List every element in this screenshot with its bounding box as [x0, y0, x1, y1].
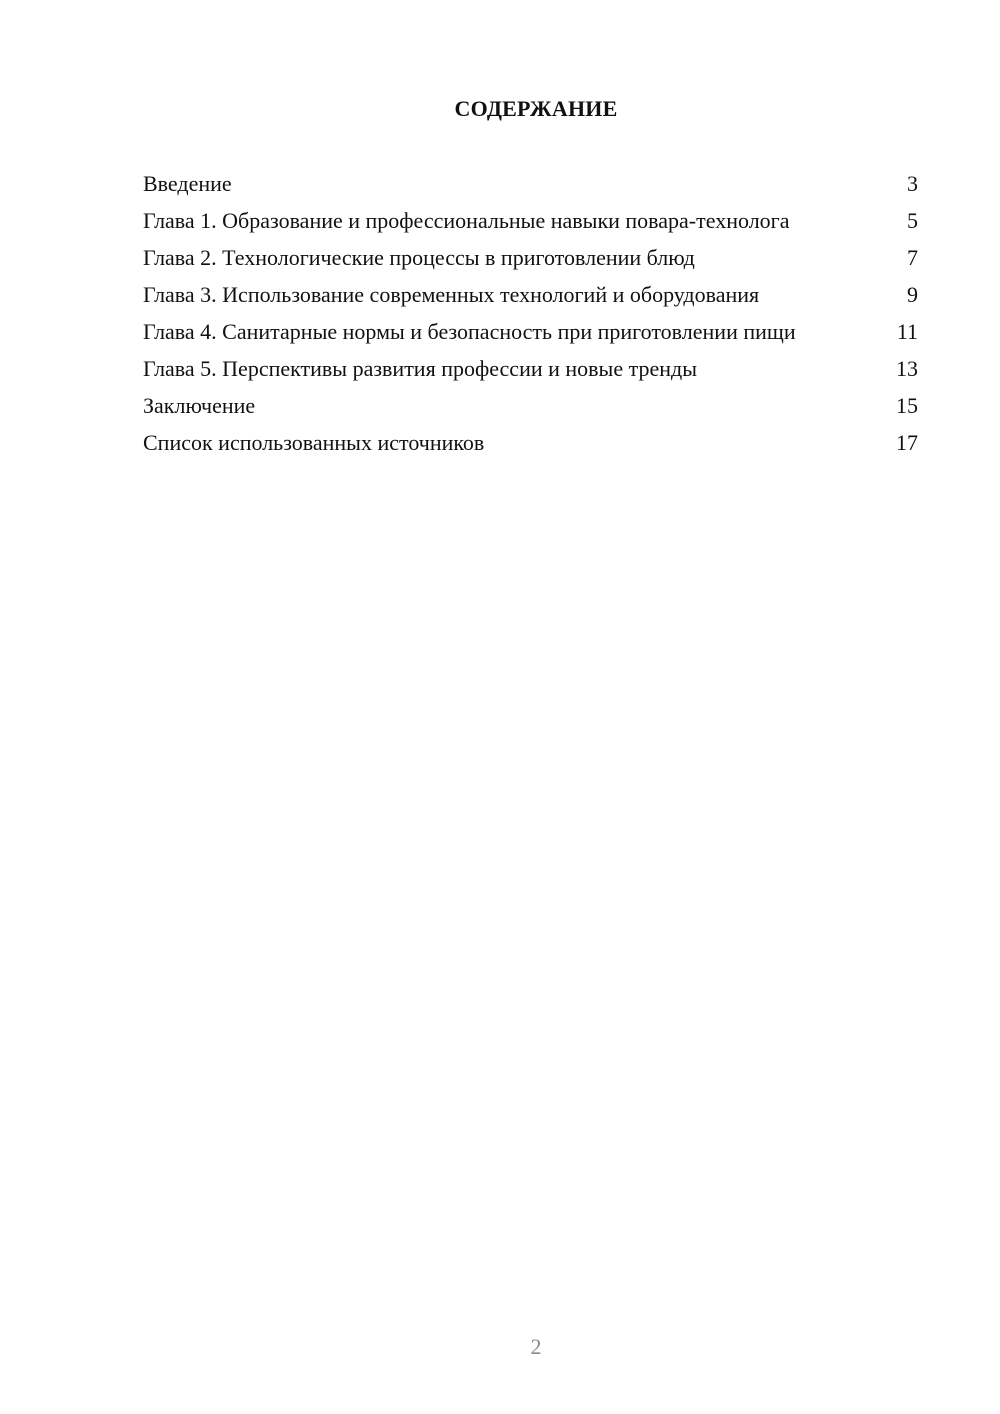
- toc-entry-page-number: 11: [896, 319, 918, 344]
- toc-entry-title: Глава 3. Использование современных технологий и оборудования: [143, 282, 760, 307]
- toc-entry-page-number: 9: [907, 282, 918, 307]
- toc-entry-page-number: 3: [907, 171, 918, 196]
- toc-entry-title: Глава 1. Образование и профессиональные навыки повара-технолога: [143, 208, 790, 233]
- toc-entry-chapter-5: [143, 355, 918, 382]
- toc-entry-title: Заключение: [143, 393, 256, 418]
- toc-entry-chapter-1: [143, 207, 918, 234]
- toc-entry-chapter-3: [143, 281, 918, 308]
- toc-entry-title: Введение: [143, 171, 232, 196]
- toc-entry-page-number: 5: [907, 208, 918, 233]
- toc-entry-page-number: 17: [896, 430, 918, 455]
- table-of-contents: [143, 170, 918, 466]
- toc-entry-chapter-4: [143, 318, 918, 345]
- toc-entry-introduction: [143, 170, 918, 197]
- toc-entry-conclusion: [143, 392, 918, 419]
- toc-entry-page-number: 7: [907, 245, 918, 270]
- toc-entry-references: [143, 429, 918, 456]
- toc-entry-title: Глава 5. Перспективы развития профессии и новые тренды: [143, 356, 697, 381]
- toc-entry-chapter-2: [143, 244, 918, 271]
- toc-entry-page-number: 13: [896, 356, 918, 381]
- toc-entry-title: Глава 4. Санитарные нормы и безопасность при приготовлении пищи: [143, 319, 796, 344]
- toc-heading: СОДЕРЖАНИЕ: [454, 96, 618, 121]
- toc-entry-page-number: 15: [896, 393, 918, 418]
- page-number: 2: [530, 1334, 542, 1359]
- toc-entry-title: Список использованных источников: [143, 430, 485, 455]
- toc-entry-title: Глава 2. Технологические процессы в приготовлении блюд: [143, 245, 695, 270]
